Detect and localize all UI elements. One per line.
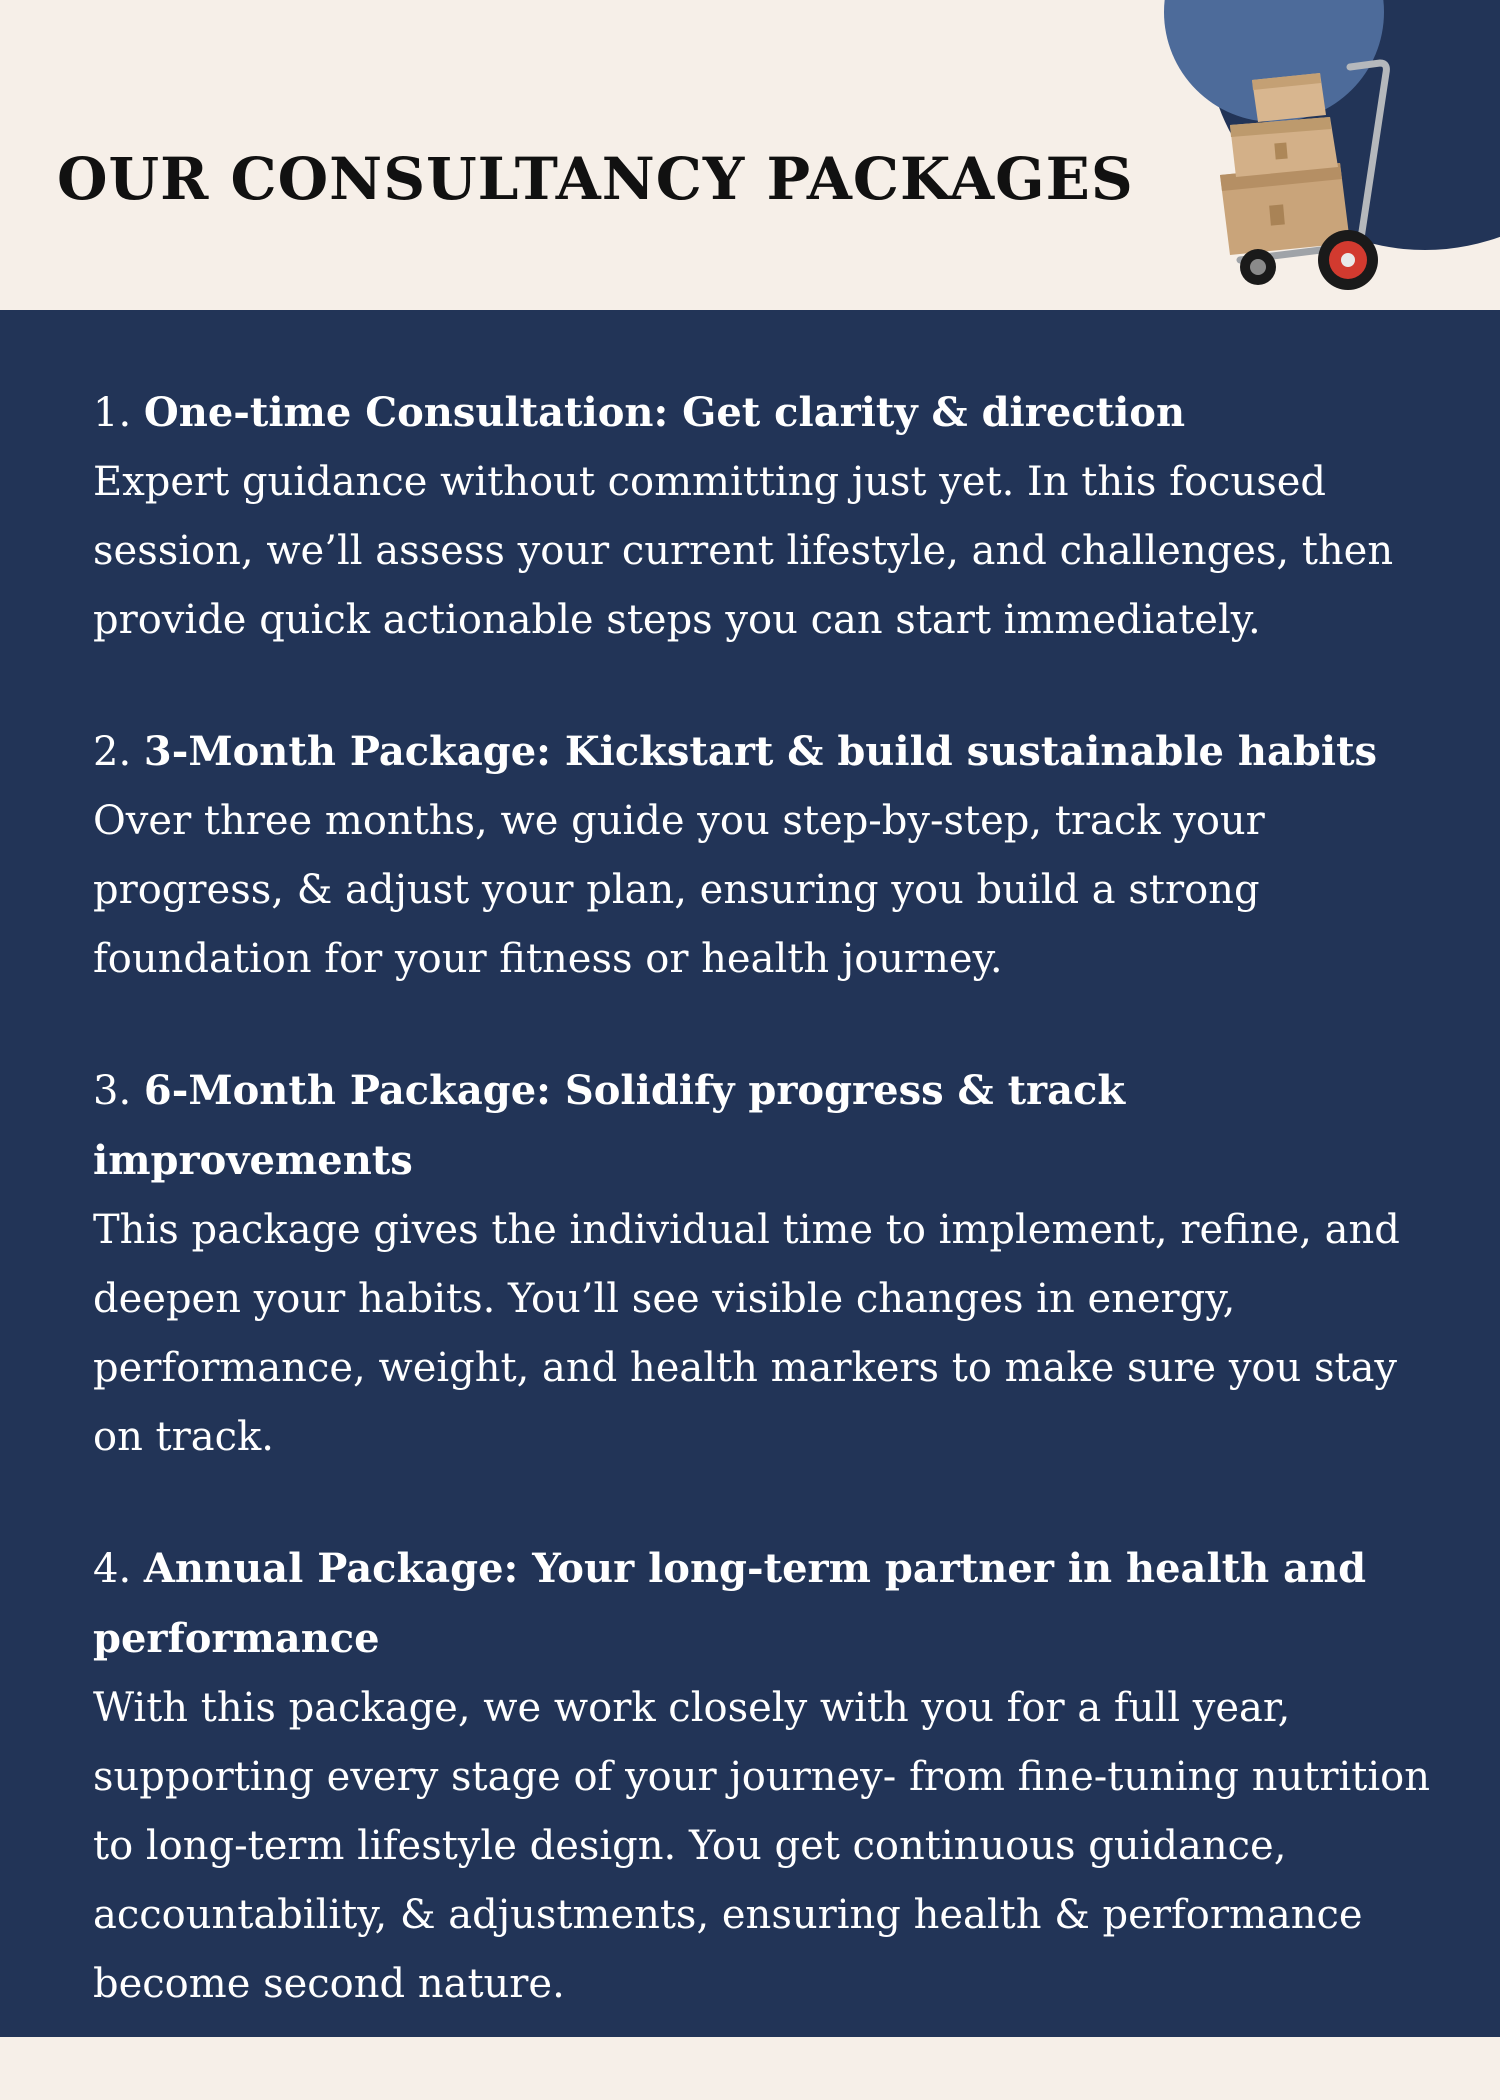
package-title: Annual Package: Your long-term partner in health and performance (93, 1545, 1367, 1662)
package-number: 3. (93, 1068, 132, 1114)
package-description: This package gives the individual time to implement, refine, and deepen your habits. You’ll see visible changes in energy, performance, weight, and health markers to make sure you stay on track. (93, 1207, 1400, 1460)
package-title: One-time Consultation: Get clarity & direction (143, 389, 1186, 436)
package-heading (93, 717, 1433, 787)
package-item-1 (93, 378, 1433, 655)
package-item-2 (93, 717, 1433, 994)
package-description: Expert guidance without committing just yet. In this focused session, we’ll assess your current lifestyle, and challenges, then provide quick actionable steps you can start immediately. (93, 459, 1394, 643)
packages-list (93, 378, 1433, 2081)
package-item-3 (93, 1056, 1433, 1472)
package-title: 6-Month Package: Solidify progress & track improvements (93, 1067, 1126, 1184)
package-description: Over three months, we guide you step-by-step, track your progress, & adjust your plan, ensuring you build a strong foundation for your fitness or health journey. (93, 798, 1265, 982)
package-title: 3-Month Package: Kickstart & build sustainable habits (143, 728, 1378, 775)
page-title: OUR CONSULTANCY PACKAGES (57, 145, 1134, 213)
package-number: 1. (93, 390, 132, 436)
footer-strip (0, 2037, 1500, 2100)
package-description: With this package, we work closely with you for a full year, supporting every stage of your journey- from fine-tuning nutrition to long-term lifestyle design. You get continuous guidance, accountability, & adjustments, ensuring health & performance become second nature. (93, 1685, 1430, 2007)
package-heading (93, 1056, 1433, 1196)
package-heading (93, 378, 1433, 448)
packages-panel (0, 310, 1500, 2037)
page-header (0, 0, 1500, 310)
package-number: 2. (93, 729, 132, 775)
package-item-4 (93, 1534, 1433, 2019)
hand-truck-icon (1200, 55, 1410, 300)
package-heading (93, 1534, 1433, 1674)
package-number: 4. (93, 1546, 132, 1592)
